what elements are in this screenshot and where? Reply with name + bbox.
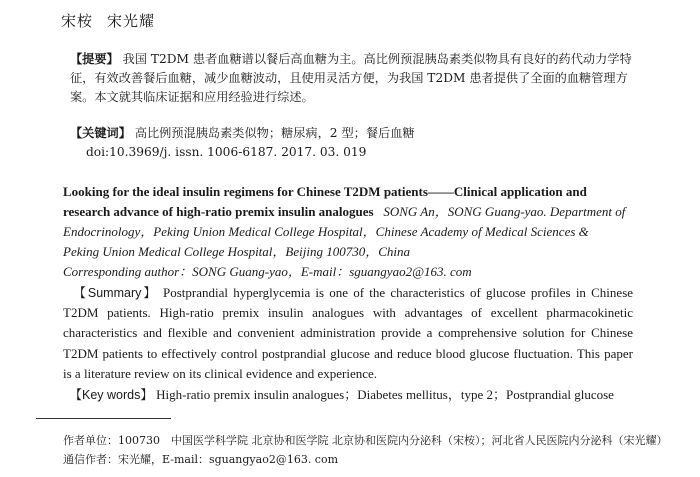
summary-text-en: Postprandial hyperglycemia is one of the characteristics of glucose profiles in Chinese T2DM patients. High-ratio premix insulin analogues with advantages of excellent pharmacokinetic characteristics and flexible and convenient administration provide a comprehensive solution for Chinese T2DM patients to effectively control postprandial glucose and reduce blood glucose fluctuation. This paper is a literature review on its clinical evidence and experience. bbox=[63, 285, 634, 381]
english-affiliation: Department of Endocrinology，Peking Union Medical College Hospital，Chinese Academy of Medical Sciences & Peking Union Medical College Hospital，Beijing 100730，China bbox=[63, 204, 626, 259]
summary-tag-en: 【Summary】 bbox=[73, 286, 158, 300]
english-title: Looking for the ideal insulin regimens for Chinese T2DM patients——Clinical application and research advance of high-ratio premix insulin analogues bbox=[63, 184, 587, 219]
summary-text-cn: 我国 T2DM 患者血糖谱以餐后高血糖为主。高比例预混胰岛素类似物具有良好的药代动力学特征，有效改善餐后血糖，减少血糖波动，且使用灵活方便，为我国 T2DM 患者提供了全面的血糖管理方案。本文就其临床证据和应用经验进行综述。 bbox=[70, 52, 632, 104]
keywords-text-cn: 高比例预混胰岛素类似物；糖尿病，2 型；餐后血糖 bbox=[134, 126, 415, 140]
author-2-cn: 宋光耀 bbox=[107, 12, 156, 30]
footnote-contact: 通信作者：宋光耀，E-mail：sguangyao2@163. com bbox=[63, 453, 339, 466]
corresponding-author: Corresponding author：SONG Guang-yao，E-mail：sguangyao2@163. com bbox=[63, 264, 472, 279]
keywords-text-en: High-ratio premix insulin analogues；Diabetes mellitus，type 2；Postprandial glucose bbox=[156, 387, 614, 402]
english-keywords bbox=[63, 385, 633, 405]
chinese-summary bbox=[70, 50, 635, 107]
english-title-block bbox=[63, 182, 628, 262]
keywords-tag-en: 【Key words】 bbox=[69, 388, 153, 402]
chinese-keywords bbox=[70, 124, 635, 143]
doi: doi:10.3969/j. issn. 1006-6187. 2017. 03. 019 bbox=[86, 145, 367, 159]
author-1-cn: 宋桉 bbox=[61, 12, 94, 30]
keywords-tag-cn: 【关键词】 bbox=[70, 126, 131, 140]
footnote-unit: 作者单位：100730 中国医学科学院 北京协和医学院 北京协和医院内分泌科（宋桉）；河北省人民医院内分泌科（宋光耀） bbox=[63, 434, 668, 447]
summary-tag-cn: 【提要】 bbox=[70, 52, 119, 66]
english-authors: SONG An，SONG Guang-yao. bbox=[383, 204, 547, 219]
chinese-authors bbox=[61, 10, 155, 31]
english-summary bbox=[63, 283, 633, 384]
footnote-rule bbox=[36, 418, 171, 419]
